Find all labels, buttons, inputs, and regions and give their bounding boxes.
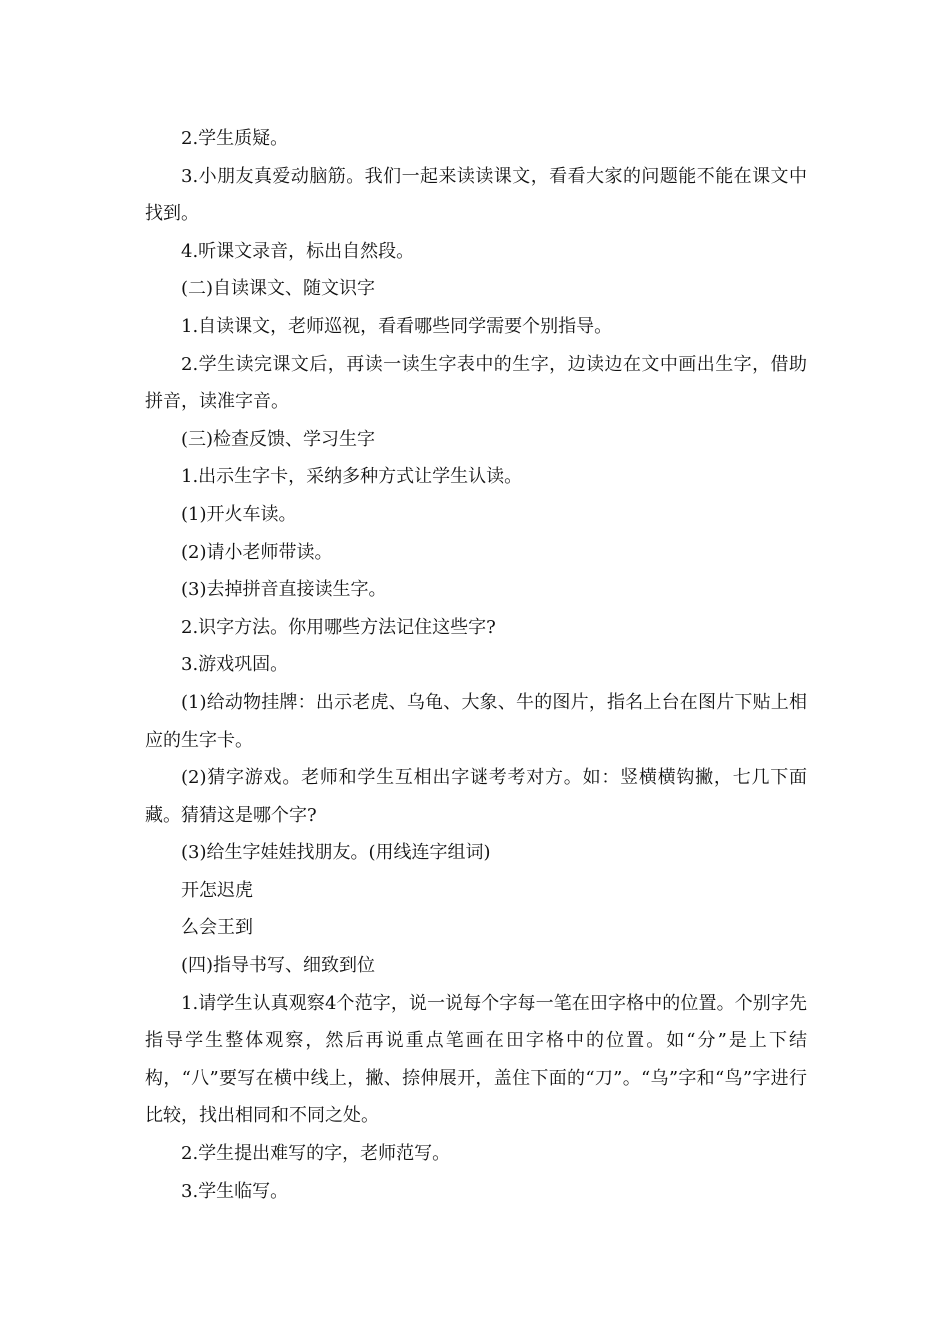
list-item-riddle-game: (2)猜字游戏。老师和学生互相出字谜考考对方。如：竖横横钩撇，七几下面藏。猜猜这是哪个字? <box>145 767 807 826</box>
paragraph-show-cards: 1.出示生字卡，采纳多种方式让学生认读。 <box>181 466 523 488</box>
list-item-little-teacher: (2)请小老师带读。 <box>181 541 333 563</box>
list-item-no-pinyin: (3)去掉拼音直接读生字。 <box>181 579 387 601</box>
document-body <box>145 120 807 1210</box>
paragraph-self-read: 1.自读课文，老师巡视，看看哪些同学需要个别指导。 <box>181 315 613 337</box>
section-heading-writing-guidance: (四)指导书写、细致到位 <box>181 955 376 977</box>
section-heading-self-reading: (二)自读课文、随文识字 <box>181 278 376 300</box>
list-item-animal-tags: (1)给动物挂牌：出示老虎、乌龟、大象、牛的图片，指名上台在图片下贴上相应的生字卡。 <box>145 691 807 751</box>
paragraph-game-review: 3.游戏巩固。 <box>181 654 289 676</box>
paragraph-teacher-demonstrates: 2.学生提出难写的字，老师范写。 <box>181 1143 451 1165</box>
paragraph-listen-recording: 4.听课文录音，标出自然段。 <box>181 240 415 262</box>
paragraph-observe-characters: 1.请学生认真观察4个范字，说一说每个字每一笔在田字格中的位置。个别字先指导学生整体观察，然后再说重点笔画在田字格中的位置。如“分”是上下结构，“八”要写在横中线上，撇、捺伸展开，盖住下面的“刀”。“乌”字和“鸟”字进行比较，找出相同和不同之处。 <box>145 992 807 1127</box>
word-row-two: 么会王到 <box>181 917 253 939</box>
list-item-train-reading: (1)开火车读。 <box>181 503 297 525</box>
paragraph-student-questions: 2.学生质疑。 <box>181 128 289 149</box>
paragraph-students-copy: 3.学生临写。 <box>181 1180 289 1202</box>
paragraph-read-new-characters: 2.学生读完课文后，再读一读生字表中的生字，边读边在文中画出生字，借助拼音，读准字音。 <box>145 353 807 413</box>
word-row-one: 开怎迟虎 <box>181 879 253 901</box>
paragraph-memory-methods: 2.识字方法。你用哪些方法记住这些字? <box>181 616 496 638</box>
paragraph-read-together: 3.小朋友真爱动脑筋。我们一起来读读课文，看看大家的问题能不能在课文中找到。 <box>145 165 807 225</box>
list-item-find-friends: (3)给生字娃娃找朋友。(用线连字组词) <box>181 842 491 864</box>
section-heading-check-feedback: (三)检查反馈、学习生字 <box>181 428 376 450</box>
